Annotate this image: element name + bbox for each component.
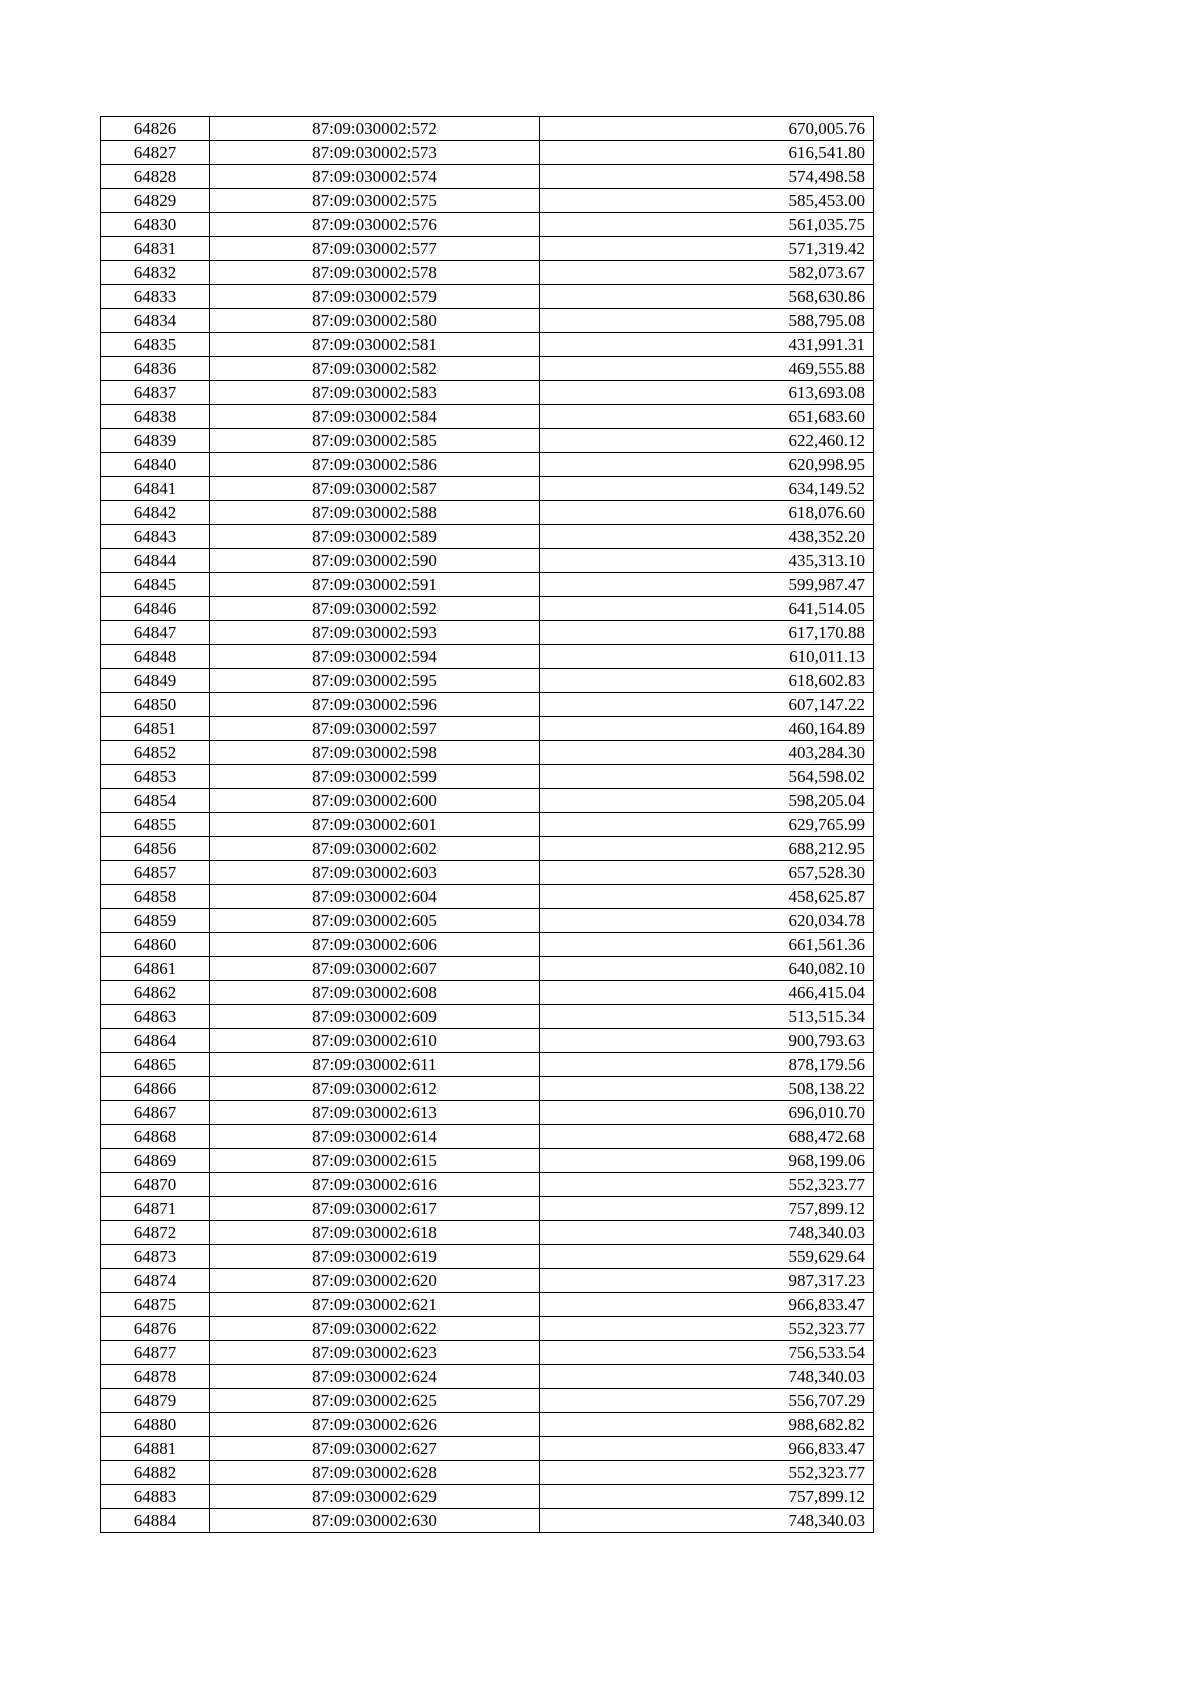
table-row <box>101 1221 874 1245</box>
table-row <box>101 141 874 165</box>
row-number-cell: 64845 <box>101 573 210 597</box>
table-row <box>101 1461 874 1485</box>
row-number-cell: 64883 <box>101 1485 210 1509</box>
value-cell: 616,541.80 <box>540 141 874 165</box>
cadastral-number-cell: 87:09:030002:627 <box>210 1437 540 1461</box>
value-cell: 552,323.77 <box>540 1317 874 1341</box>
table-row <box>101 861 874 885</box>
value-cell: 629,765.99 <box>540 813 874 837</box>
value-cell: 670,005.76 <box>540 117 874 141</box>
row-number-cell: 64852 <box>101 741 210 765</box>
value-cell: 688,212.95 <box>540 837 874 861</box>
row-number-cell: 64880 <box>101 1413 210 1437</box>
value-cell: 620,998.95 <box>540 453 874 477</box>
cadastral-number-cell: 87:09:030002:579 <box>210 285 540 309</box>
cadastral-number-cell: 87:09:030002:577 <box>210 237 540 261</box>
row-number-cell: 64874 <box>101 1269 210 1293</box>
cadastral-number-cell: 87:09:030002:619 <box>210 1245 540 1269</box>
table-row <box>101 1293 874 1317</box>
table-row <box>101 381 874 405</box>
cadastral-value-table <box>100 116 874 1533</box>
value-cell: 651,683.60 <box>540 405 874 429</box>
row-number-cell: 64832 <box>101 261 210 285</box>
row-number-cell: 64860 <box>101 933 210 957</box>
row-number-cell: 64834 <box>101 309 210 333</box>
cadastral-number-cell: 87:09:030002:587 <box>210 477 540 501</box>
table-row <box>101 621 874 645</box>
table-row <box>101 309 874 333</box>
cadastral-number-cell: 87:09:030002:589 <box>210 525 540 549</box>
value-cell: 757,899.12 <box>540 1197 874 1221</box>
row-number-cell: 64859 <box>101 909 210 933</box>
row-number-cell: 64876 <box>101 1317 210 1341</box>
cadastral-number-cell: 87:09:030002:605 <box>210 909 540 933</box>
row-number-cell: 64839 <box>101 429 210 453</box>
value-cell: 403,284.30 <box>540 741 874 765</box>
table-row <box>101 957 874 981</box>
row-number-cell: 64827 <box>101 141 210 165</box>
value-cell: 598,205.04 <box>540 789 874 813</box>
cadastral-number-cell: 87:09:030002:618 <box>210 1221 540 1245</box>
cadastral-number-cell: 87:09:030002:623 <box>210 1341 540 1365</box>
cadastral-number-cell: 87:09:030002:616 <box>210 1173 540 1197</box>
cadastral-number-cell: 87:09:030002:594 <box>210 645 540 669</box>
row-number-cell: 64863 <box>101 1005 210 1029</box>
table-row <box>101 1389 874 1413</box>
row-number-cell: 64869 <box>101 1149 210 1173</box>
cadastral-number-cell: 87:09:030002:613 <box>210 1101 540 1125</box>
table-row <box>101 333 874 357</box>
cadastral-number-cell: 87:09:030002:628 <box>210 1461 540 1485</box>
row-number-cell: 64872 <box>101 1221 210 1245</box>
table-row <box>101 189 874 213</box>
table-body <box>101 117 874 1533</box>
cadastral-number-cell: 87:09:030002:610 <box>210 1029 540 1053</box>
cadastral-number-cell: 87:09:030002:585 <box>210 429 540 453</box>
table-row <box>101 1245 874 1269</box>
table-row <box>101 981 874 1005</box>
row-number-cell: 64828 <box>101 165 210 189</box>
row-number-cell: 64831 <box>101 237 210 261</box>
table-row <box>101 1341 874 1365</box>
table-row <box>101 1413 874 1437</box>
table-row <box>101 1029 874 1053</box>
table-row <box>101 909 874 933</box>
value-cell: 610,011.13 <box>540 645 874 669</box>
value-cell: 607,147.22 <box>540 693 874 717</box>
cadastral-number-cell: 87:09:030002:607 <box>210 957 540 981</box>
row-number-cell: 64871 <box>101 1197 210 1221</box>
value-cell: 657,528.30 <box>540 861 874 885</box>
row-number-cell: 64830 <box>101 213 210 237</box>
row-number-cell: 64836 <box>101 357 210 381</box>
row-number-cell: 64879 <box>101 1389 210 1413</box>
table-row <box>101 1485 874 1509</box>
cadastral-number-cell: 87:09:030002:614 <box>210 1125 540 1149</box>
cadastral-number-cell: 87:09:030002:615 <box>210 1149 540 1173</box>
value-cell: 571,319.42 <box>540 237 874 261</box>
value-cell: 431,991.31 <box>540 333 874 357</box>
cadastral-number-cell: 87:09:030002:622 <box>210 1317 540 1341</box>
value-cell: 568,630.86 <box>540 285 874 309</box>
value-cell: 987,317.23 <box>540 1269 874 1293</box>
table-row <box>101 1125 874 1149</box>
row-number-cell: 64837 <box>101 381 210 405</box>
cadastral-number-cell: 87:09:030002:598 <box>210 741 540 765</box>
table-row <box>101 717 874 741</box>
value-cell: 613,693.08 <box>540 381 874 405</box>
value-cell: 438,352.20 <box>540 525 874 549</box>
table-row <box>101 1101 874 1125</box>
table-row <box>101 573 874 597</box>
row-number-cell: 64873 <box>101 1245 210 1269</box>
row-number-cell: 64833 <box>101 285 210 309</box>
row-number-cell: 64851 <box>101 717 210 741</box>
value-cell: 585,453.00 <box>540 189 874 213</box>
cadastral-number-cell: 87:09:030002:580 <box>210 309 540 333</box>
row-number-cell: 64862 <box>101 981 210 1005</box>
cadastral-number-cell: 87:09:030002:604 <box>210 885 540 909</box>
cadastral-number-cell: 87:09:030002:575 <box>210 189 540 213</box>
row-number-cell: 64877 <box>101 1341 210 1365</box>
value-cell: 640,082.10 <box>540 957 874 981</box>
cadastral-number-cell: 87:09:030002:601 <box>210 813 540 837</box>
value-cell: 641,514.05 <box>540 597 874 621</box>
value-cell: 696,010.70 <box>540 1101 874 1125</box>
value-cell: 588,795.08 <box>540 309 874 333</box>
row-number-cell: 64881 <box>101 1437 210 1461</box>
table-row <box>101 1197 874 1221</box>
cadastral-number-cell: 87:09:030002:603 <box>210 861 540 885</box>
cadastral-number-cell: 87:09:030002:609 <box>210 1005 540 1029</box>
value-cell: 748,340.03 <box>540 1365 874 1389</box>
value-cell: 748,340.03 <box>540 1509 874 1533</box>
table-row <box>101 165 874 189</box>
cadastral-number-cell: 87:09:030002:597 <box>210 717 540 741</box>
table-row <box>101 405 874 429</box>
row-number-cell: 64844 <box>101 549 210 573</box>
row-number-cell: 64854 <box>101 789 210 813</box>
value-cell: 582,073.67 <box>540 261 874 285</box>
row-number-cell: 64850 <box>101 693 210 717</box>
row-number-cell: 64829 <box>101 189 210 213</box>
cadastral-number-cell: 87:09:030002:608 <box>210 981 540 1005</box>
row-number-cell: 64861 <box>101 957 210 981</box>
table-row <box>101 237 874 261</box>
value-cell: 988,682.82 <box>540 1413 874 1437</box>
value-cell: 634,149.52 <box>540 477 874 501</box>
value-cell: 508,138.22 <box>540 1077 874 1101</box>
table-row <box>101 645 874 669</box>
row-number-cell: 64870 <box>101 1173 210 1197</box>
row-number-cell: 64868 <box>101 1125 210 1149</box>
cadastral-number-cell: 87:09:030002:576 <box>210 213 540 237</box>
table-row <box>101 1437 874 1461</box>
value-cell: 435,313.10 <box>540 549 874 573</box>
value-cell: 574,498.58 <box>540 165 874 189</box>
row-number-cell: 64843 <box>101 525 210 549</box>
cadastral-number-cell: 87:09:030002:624 <box>210 1365 540 1389</box>
table-row <box>101 1077 874 1101</box>
row-number-cell: 64875 <box>101 1293 210 1317</box>
cadastral-number-cell: 87:09:030002:573 <box>210 141 540 165</box>
table-row <box>101 597 874 621</box>
cadastral-number-cell: 87:09:030002:583 <box>210 381 540 405</box>
value-cell: 661,561.36 <box>540 933 874 957</box>
cadastral-number-cell: 87:09:030002:588 <box>210 501 540 525</box>
table-row <box>101 765 874 789</box>
cadastral-number-cell: 87:09:030002:602 <box>210 837 540 861</box>
row-number-cell: 64848 <box>101 645 210 669</box>
row-number-cell: 64826 <box>101 117 210 141</box>
table-row <box>101 501 874 525</box>
cadastral-number-cell: 87:09:030002:600 <box>210 789 540 813</box>
row-number-cell: 64835 <box>101 333 210 357</box>
row-number-cell: 64857 <box>101 861 210 885</box>
value-cell: 688,472.68 <box>540 1125 874 1149</box>
cadastral-number-cell: 87:09:030002:606 <box>210 933 540 957</box>
table-row <box>101 261 874 285</box>
row-number-cell: 64855 <box>101 813 210 837</box>
cadastral-number-cell: 87:09:030002:574 <box>210 165 540 189</box>
value-cell: 460,164.89 <box>540 717 874 741</box>
cadastral-number-cell: 87:09:030002:582 <box>210 357 540 381</box>
value-cell: 900,793.63 <box>540 1029 874 1053</box>
table-row <box>101 813 874 837</box>
row-number-cell: 64878 <box>101 1365 210 1389</box>
table-row <box>101 453 874 477</box>
table-row <box>101 117 874 141</box>
table-row <box>101 1269 874 1293</box>
value-cell: 748,340.03 <box>540 1221 874 1245</box>
row-number-cell: 64841 <box>101 477 210 501</box>
cadastral-number-cell: 87:09:030002:596 <box>210 693 540 717</box>
cadastral-number-cell: 87:09:030002:591 <box>210 573 540 597</box>
table-row <box>101 357 874 381</box>
cadastral-number-cell: 87:09:030002:612 <box>210 1077 540 1101</box>
value-cell: 552,323.77 <box>540 1173 874 1197</box>
value-cell: 618,602.83 <box>540 669 874 693</box>
table-row <box>101 429 874 453</box>
table-row <box>101 1509 874 1533</box>
value-cell: 617,170.88 <box>540 621 874 645</box>
table-row <box>101 549 874 573</box>
cadastral-number-cell: 87:09:030002:584 <box>210 405 540 429</box>
row-number-cell: 64858 <box>101 885 210 909</box>
cadastral-number-cell: 87:09:030002:590 <box>210 549 540 573</box>
cadastral-number-cell: 87:09:030002:599 <box>210 765 540 789</box>
cadastral-number-cell: 87:09:030002:629 <box>210 1485 540 1509</box>
table-row <box>101 525 874 549</box>
cadastral-number-cell: 87:09:030002:626 <box>210 1413 540 1437</box>
value-cell: 878,179.56 <box>540 1053 874 1077</box>
table-row <box>101 1173 874 1197</box>
row-number-cell: 64865 <box>101 1053 210 1077</box>
cadastral-number-cell: 87:09:030002:625 <box>210 1389 540 1413</box>
cadastral-number-cell: 87:09:030002:578 <box>210 261 540 285</box>
cadastral-number-cell: 87:09:030002:572 <box>210 117 540 141</box>
table-row <box>101 477 874 501</box>
cadastral-number-cell: 87:09:030002:581 <box>210 333 540 357</box>
table-row <box>101 789 874 813</box>
cadastral-number-cell: 87:09:030002:592 <box>210 597 540 621</box>
table-row <box>101 1317 874 1341</box>
cadastral-number-cell: 87:09:030002:595 <box>210 669 540 693</box>
value-cell: 756,533.54 <box>540 1341 874 1365</box>
value-cell: 757,899.12 <box>540 1485 874 1509</box>
row-number-cell: 64882 <box>101 1461 210 1485</box>
table-row <box>101 933 874 957</box>
row-number-cell: 64838 <box>101 405 210 429</box>
cadastral-number-cell: 87:09:030002:630 <box>210 1509 540 1533</box>
value-cell: 552,323.77 <box>540 1461 874 1485</box>
table-row <box>101 285 874 309</box>
cadastral-number-cell: 87:09:030002:611 <box>210 1053 540 1077</box>
cadastral-number-cell: 87:09:030002:586 <box>210 453 540 477</box>
table-row <box>101 669 874 693</box>
table-row <box>101 1149 874 1173</box>
row-number-cell: 64846 <box>101 597 210 621</box>
row-number-cell: 64847 <box>101 621 210 645</box>
value-cell: 968,199.06 <box>540 1149 874 1173</box>
row-number-cell: 64867 <box>101 1101 210 1125</box>
row-number-cell: 64840 <box>101 453 210 477</box>
value-cell: 620,034.78 <box>540 909 874 933</box>
row-number-cell: 64853 <box>101 765 210 789</box>
row-number-cell: 64864 <box>101 1029 210 1053</box>
row-number-cell: 64856 <box>101 837 210 861</box>
row-number-cell: 64849 <box>101 669 210 693</box>
value-cell: 564,598.02 <box>540 765 874 789</box>
table-row <box>101 837 874 861</box>
table-row <box>101 741 874 765</box>
value-cell: 618,076.60 <box>540 501 874 525</box>
value-cell: 466,415.04 <box>540 981 874 1005</box>
value-cell: 561,035.75 <box>540 213 874 237</box>
value-cell: 622,460.12 <box>540 429 874 453</box>
value-cell: 556,707.29 <box>540 1389 874 1413</box>
row-number-cell: 64884 <box>101 1509 210 1533</box>
value-cell: 458,625.87 <box>540 885 874 909</box>
table-row <box>101 213 874 237</box>
value-cell: 513,515.34 <box>540 1005 874 1029</box>
row-number-cell: 64866 <box>101 1077 210 1101</box>
cadastral-number-cell: 87:09:030002:620 <box>210 1269 540 1293</box>
table-row <box>101 885 874 909</box>
value-cell: 559,629.64 <box>540 1245 874 1269</box>
cadastral-number-cell: 87:09:030002:617 <box>210 1197 540 1221</box>
value-cell: 966,833.47 <box>540 1293 874 1317</box>
row-number-cell: 64842 <box>101 501 210 525</box>
value-cell: 599,987.47 <box>540 573 874 597</box>
value-cell: 469,555.88 <box>540 357 874 381</box>
table-row <box>101 1005 874 1029</box>
table-row <box>101 1053 874 1077</box>
value-cell: 966,833.47 <box>540 1437 874 1461</box>
table-row <box>101 1365 874 1389</box>
table-row <box>101 693 874 717</box>
cadastral-number-cell: 87:09:030002:593 <box>210 621 540 645</box>
cadastral-number-cell: 87:09:030002:621 <box>210 1293 540 1317</box>
